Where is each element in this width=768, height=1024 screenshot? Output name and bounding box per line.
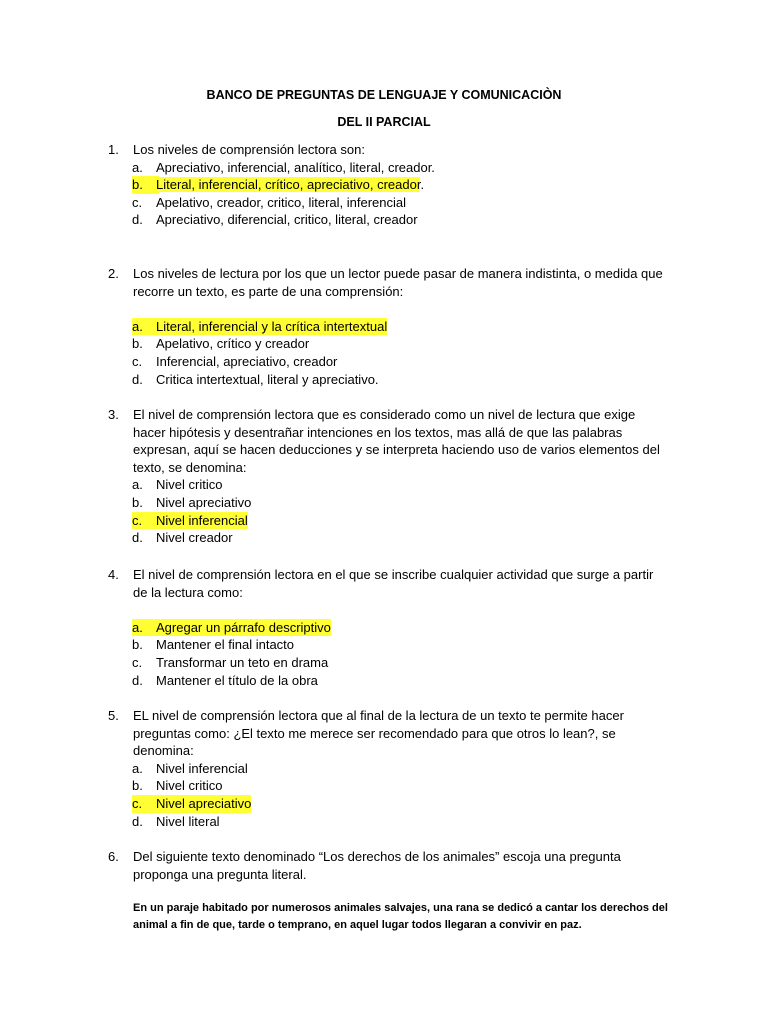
highlighted-answer: Agregar un párrafo descriptivo [156,619,331,635]
option-letter: c. [132,654,143,670]
option-text: Nivel creador [156,530,233,546]
option-text: Transformar un teto en drama [156,654,329,670]
highlighted-answer: Literal, inferencial, crítico, apreciativo, creador [156,177,421,193]
question-2 [108,265,668,388]
option-letter: a. [132,159,143,175]
option-letter: a. [132,619,159,637]
option-text: Mantener el final intacto [156,637,295,653]
option-text: Apelativo, crítico y creador [156,336,310,352]
option-5b [108,777,668,795]
question-text: Los niveles de comprensión lectora son: [133,142,365,157]
question-5 [108,707,668,830]
question-number: 1. [108,142,119,157]
option-3c-answer [108,512,668,530]
option-4d [108,672,668,690]
highlighted-answer: Nivel apreciativo [156,795,252,811]
option-letter: d. [132,672,143,688]
highlighted-answer: Literal, inferencial y la crítica intertextual [156,318,388,334]
document-title: BANCO DE PREGUNTAS DE LENGUAJE Y COMUNICACIÒN [206,88,562,102]
option-4c [108,654,668,672]
option-text: Nivel critico [156,778,223,794]
option-1a [108,159,668,177]
option-letter: d. [132,371,143,387]
option-1d [108,211,668,229]
question-text: Del siguiente texto denominado “Los derechos de los animales” escoja una pregunta proponga una pregunta literal. [133,849,621,882]
option-text: Nivel inferencial [156,760,248,776]
option-text: Inferencial, apreciativo, creador [156,353,338,369]
question-text: El nivel de comprensión lectora en el que se inscribe cualquier actividad que surge a partir de la lectura como: [133,567,654,600]
question-3 [108,406,668,547]
option-text: Nivel apreciativo [156,494,252,510]
question-4 [108,566,668,689]
option-letter: d. [132,813,143,829]
option-text: Mantener el título de la obra [156,672,318,688]
option-5d [108,813,668,831]
option-3d [108,529,668,547]
option-1b-answer [108,176,668,194]
question-1 [108,141,668,229]
option-text: Nivel critico [156,477,223,493]
option-3a [108,476,668,494]
option-text: Critica intertextual, literal y apreciativo. [156,371,379,387]
option-letter: b. [132,778,143,794]
reading-passage: En un paraje habitado por numerosos animales salvajes, una rana se dedicó a cantar los derechos del animal a fin de que, tarde o temprano, en aquel lugar todos llegaran a convivir en paz. [133,902,668,931]
option-letter: d. [132,530,143,546]
option-letter: a. [132,318,159,336]
option-letter: d. [132,212,143,228]
option-suffix: . [420,177,425,193]
option-text: Apreciativo, inferencial, analítico, literal, creador. [156,159,435,175]
question-number: 6. [108,849,119,864]
question-text: El nivel de comprensión lectora que es considerado como un nivel de lectura que exige hacer hipótesis y desentrañar intenciones en los textos, mas allá de que las palabras expresan, aquí se hacen deducciones y se interpreta haciendo uso de varios elementos del texto, se denomina: [133,407,660,475]
option-5c-answer [108,795,668,813]
option-text: Nivel literal [156,813,220,829]
option-1c [108,194,668,212]
question-number: 4. [108,567,119,582]
question-text: EL nivel de comprensión lectora que al final de la lectura de un texto te permite hacer preguntas como: ¿El texto me merece ser recomendado para que otros lo lean?, se denomina: [133,708,624,759]
question-number: 5. [108,708,119,723]
option-letter: b. [132,494,143,510]
option-4b [108,636,668,654]
question-6 [108,848,668,883]
option-2a-answer [108,318,668,336]
question-number: 3. [108,407,119,422]
option-letter: b. [132,637,143,653]
option-letter: b. [132,336,143,352]
option-2c [108,353,668,371]
document-subtitle: DEL II PARCIAL [337,115,431,129]
option-text: Apreciativo, diferencial, critico, literal, creador [156,212,418,228]
option-3b [108,494,668,512]
option-4a-answer [108,619,668,637]
option-letter: a. [132,760,143,776]
highlighted-answer: Nivel inferencial [156,512,248,528]
option-2b [108,335,668,353]
option-letter: c. [132,194,143,210]
question-text: Los niveles de lectura por los que un lector puede pasar de manera indistinta, o medida que recorre un texto, es parte de una comprensión: [133,266,663,299]
option-letter: b. [132,176,159,194]
option-letter: c. [132,512,158,530]
option-letter: a. [132,477,143,493]
option-text [156,176,424,194]
option-letter: c. [132,353,143,369]
question-number: 2. [108,266,119,281]
option-2d [108,371,668,389]
option-text: Apelativo, creador, critico, literal, inferencial [156,194,407,210]
option-letter: c. [132,795,158,813]
option-5a [108,760,668,778]
